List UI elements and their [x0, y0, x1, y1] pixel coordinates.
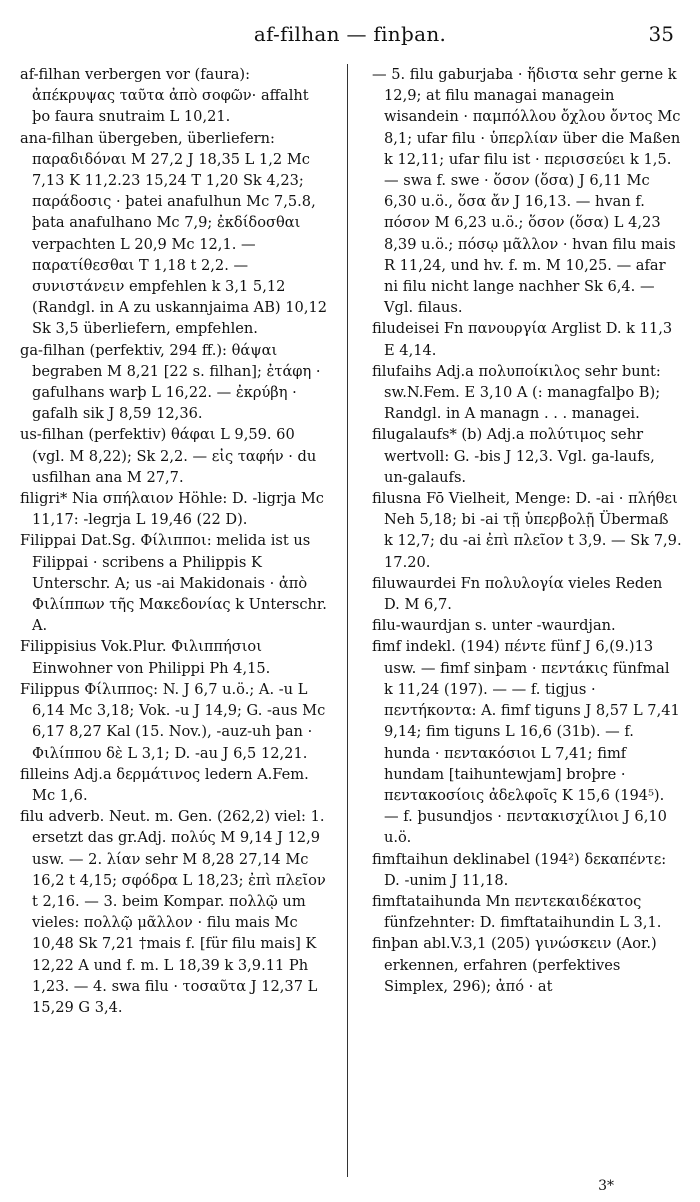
entry-filudeisei: filudeisei Fn πανουργία Arglist D. k 11,3 E 4,14.: [372, 320, 673, 359]
entry-filippai: Filippai Dat.Sg. Φίλιπποι: melida ist us Filippai · scribens a Philippis K Unterschr. A; us -ai Makidonais · ἀπὸ Φιλίππων τῆς Μακεδονίας k Unterschr. A.: [20, 532, 327, 635]
column-divider: [347, 64, 348, 1177]
entry-filu-continued: — 5. filu gaburjaba · ἥδιστα sehr gerne k 12,9; at filu managai managein wisandein · παμπόλλου ὄχλου ὄντος Mc 8,1; ufar filu · ὑπερλίαν über die Maßen k 12,11; ufar filu ist · περισσεύει k 1,5. — swa f. swe · ὅσον (ὅσα) J 6,11 Mc 6,30 u.ö., ὅσα ἄν J 16,13. — hvan f. πόσον M 6,23 u.ö.; ὅσον (ὅσα) L 4,23 8,39 u.ö.; πόσῳ μᾶλλον · hvan filu mais R 11,24, und hv. f. m. M 10,25. — afar ni filu nicht lange nachher Sk 6,4. — Vgl. filaus.: [372, 66, 681, 317]
entry-filippisius: Filippisius Vok.Plur. Φιλιππήσιοι Einwohner von Philippi Ph 4,15.: [20, 638, 271, 677]
page-header: [0, 12, 700, 48]
entry-filusna: filusna Fō Vielheit, Menge: D. -ai · πλήθει Neh 5,18; bi -ai τῇ ὑπερβολῇ Übermaß k 12,7; du -ai ἐπὶ πλεῖον t 3,9. — Sk 7,9. 17.20.: [372, 490, 682, 571]
entry-filleins: filleins Adj.a δερμάτινος ledern A.Fem. Mc 1,6.: [20, 765, 309, 804]
entry-filigri: filigri* Nia σπήλαιον Höhle: D. -ligrja Mc 11,17: -legrja L 19,46 (22 D).: [20, 490, 324, 529]
entry-filugalaufs: filugalaufs* (b) Adj.a πολύτιμος sehr wertvoll: G. -bis J 12,3. Vgl. ga-laufs, un-galaufs.: [372, 426, 655, 486]
entry-filu-waurdjan: filu-waurdjan s. unter -waurdjan.: [372, 617, 616, 635]
entry-filufaihs: filufaihs Adj.a πολυποίκιλος sehr bunt: sw.N.Fem. E 3,10 A (: managfalþo B); Randgl. in A managn . . . managei.: [372, 362, 661, 423]
entry-finthan: finþan abl.V.3,1 (205) γινώσκειν (Aor.) erkennen, erfahren (perfektives Simplex, 296); ἀπό · at: [372, 935, 657, 995]
page-number: 35: [648, 22, 674, 46]
entry-af-filhan: af-filhan verbergen vor (faura): ἀπέκρυψας ταῦτα ἀπὸ σοφῶν· affalht þo faura snutraim L 10,21.: [20, 66, 309, 126]
entry-fimftaihun: fimftaihun deklinabel (194²) δεκαπέντε: D. -unim J 11,18.: [372, 850, 667, 889]
entry-filu: filu adverb. Neut. m. Gen. (262,2) viel: 1. ersetzt das gr.Adj. πολύς M 9,14 J 12,9 usw. — 2. λίαν sehr M 8,28 27,14 Mc 16,2 t 4,15; σφόδρα L 18,23; ἐπὶ πλεῖον t 2,16. — 3. beim Kompar. πολλῷ um vieles: πολλῷ μᾶλλον · filu mais Mc 10,48 Sk 7,21 †mais f. [für filu mais] K 12,22 A und f. m. L 18,39 k 3,9.11 Ph 1,23. — 4. swa filu · τοσαῦτα J 12,37 L 15,29 G 3,4.: [20, 808, 326, 1016]
entry-filuwaurdei: filuwaurdei Fn πολυλογία vieles Reden D. M 6,7.: [372, 574, 663, 614]
right-column: [372, 64, 682, 997]
entry-ga-filhan: ga-filhan (perfektiv, 294 ff.): θάψαι begraben M 8,21 [22 s. filhan]; ἐτάφη · gafulhans warþ L 16,22. — ἐκρύβη · gafalh sik J 8,59 12,36.: [20, 341, 321, 423]
entry-ana-filhan: ana-filhan übergeben, überliefern: παραδιδόναι M 27,2 J 18,35 L 1,2 Mc 7,13 K 11,2.23 15,24 T 1,20 Sk 4,23; παράδοσις · þatei anafulhun Mc 7,5.8, þata anafulhano Mc 7,9; ἐκδίδοσθαι verpachten L 20,9 Mc 12,1. — παρατίθεσθαι T 1,18 t 2,2. — συνιστάνειν empfehlen k 3,1 5,12 (Randgl. in A zu uskannjaima AB) 10,12 Sk 3,5 überliefern, empfehlen.: [20, 129, 328, 338]
entry-us-filhan: us-filhan (perfektiv) θάφαι L 9,59. 60 (vgl. M 8,22); Sk 2,2. — εἰς ταφήν · du usfilhan ana M 27,7.: [20, 426, 317, 486]
signature-mark: 3*: [598, 1178, 614, 1194]
entry-fimf: fimf indekl. (194) πέντε fünf J 6,(9.)13 usw. — fimf sinþam · πεντάκις fünfmal k 11,24 (197). — — f. tigjus · πεντήκοντα: A. fimf tiguns J 8,57 L 7,41 9,14; fim tiguns L 16,6 (31b). — f. hunda · πεντακόσιοι L 7,41; fimf hundam [taihuntewjam] broþre · πεντακοσίοις ἀδελφοῖς K 15,6 (194⁵). — f. þusundjos · πεντακισχίλιοι J 6,10 u.ö.: [372, 638, 680, 847]
entry-fimftataihunda: fimftataihunda Mn πεντεκαιδέκατος fünfzehnter: D. fimftataihundin L 3,1.: [372, 892, 662, 932]
left-column: [20, 64, 330, 1018]
running-title: af-filhan — finþan.: [253, 22, 447, 46]
entry-filippus: Filippus Φίλιππος: N. J 6,7 u.ö.; A. -u L 6,14 Mc 3,18; Vok. -u J 14,9; G. -aus Mc 6,17 8,27 Kal (15. Nov.), -auz-uh þan · Φιλίππου δὲ L 3,1; D. -au J 6,5 12,21.: [20, 680, 326, 762]
